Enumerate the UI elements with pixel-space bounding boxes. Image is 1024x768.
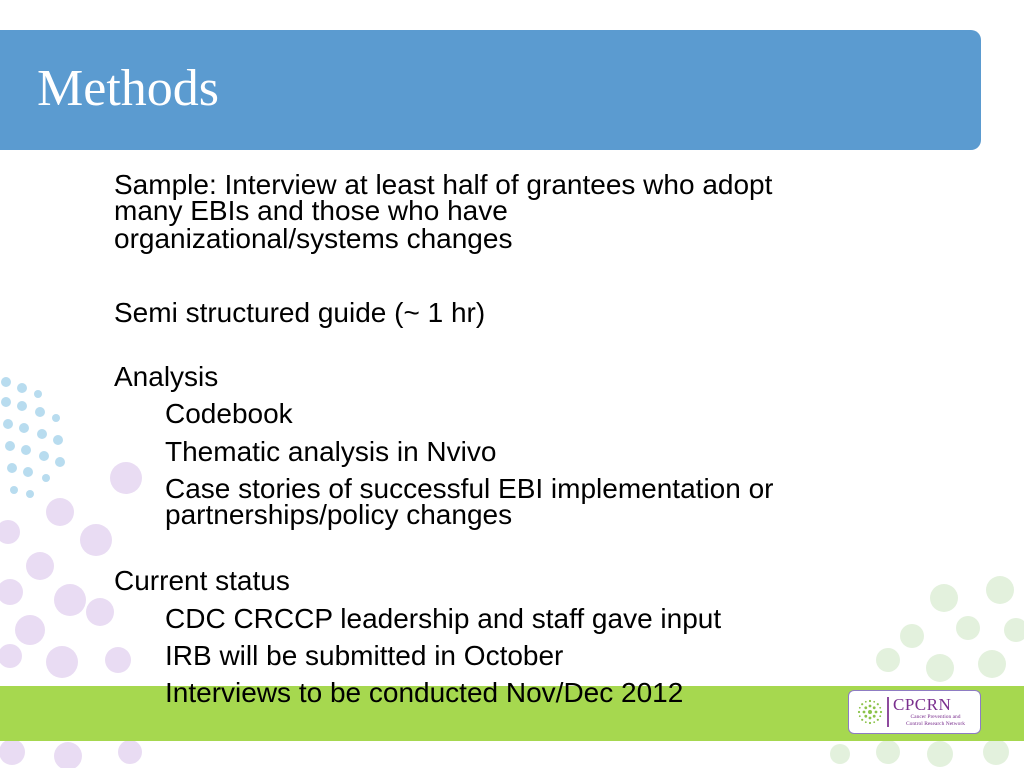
analysis-item-codebook: Codebook [165, 398, 293, 429]
sample-line-1: Sample: Interview at least half of grantees who adopt [114, 169, 773, 200]
slide-title: Methods [37, 60, 219, 117]
status-item-interviews: Interviews to be conducted Nov/Dec 2012 [165, 677, 684, 708]
status-item-input: CDC CRCCP leadership and staff gave input [165, 603, 722, 634]
logo-divider [887, 697, 889, 727]
guide-line: Semi structured guide (~ 1 hr) [114, 297, 486, 328]
analysis-item-case-line-1: Case stories of successful EBI implementation or [165, 473, 774, 504]
title-bar [0, 30, 981, 150]
status-item-irb: IRB will be submitted in October [165, 640, 564, 671]
logo-subtitle [893, 714, 978, 727]
sample-line-3: organizational/systems changes [114, 223, 513, 254]
sunburst-icon [856, 698, 884, 726]
status-heading: Current status [114, 565, 290, 596]
analysis-item-thematic: Thematic analysis in Nvivo [165, 436, 497, 467]
slide-body [114, 170, 934, 707]
analysis-item-case-line-2: partnerships/policy changes [165, 499, 513, 530]
cpcrn-logo [848, 690, 981, 734]
sample-line-2: many EBIs and those who have [114, 195, 508, 226]
logo-subtitle-line-1: Cancer Prevention and [910, 714, 961, 720]
logo-subtitle-line-2: Control Research Network [906, 720, 965, 727]
logo-name: CPCRN [893, 695, 952, 714]
analysis-heading: Analysis [114, 361, 219, 392]
